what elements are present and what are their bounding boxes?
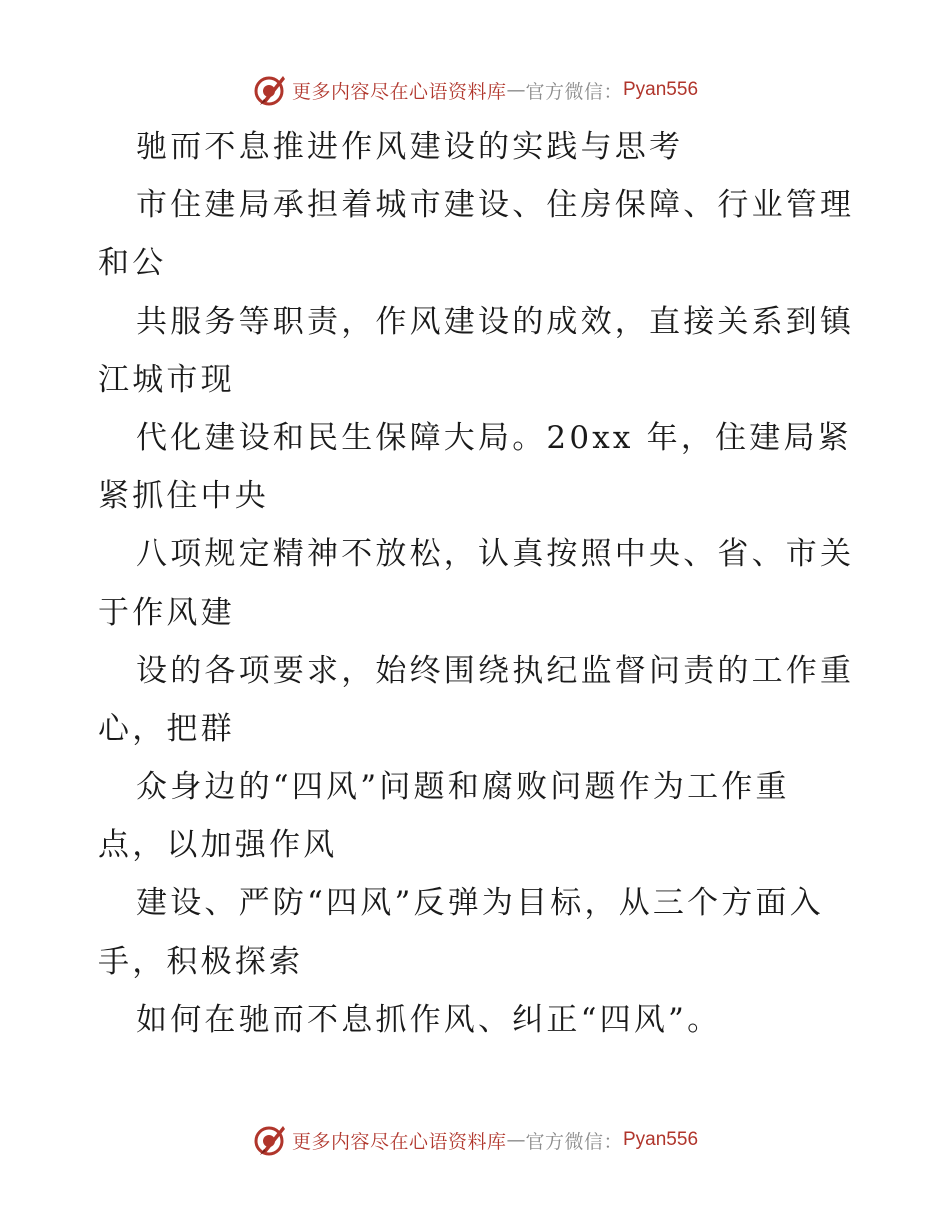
watermark-dash: — [506,79,526,101]
watermark-contact-label: 官方微信： [525,1130,623,1153]
body-line: 如何在驰而不息抓作风、纠正“四风”。 [136,1001,722,1038]
body-line: 代化建设和民生保障大局。20xx 年，住建局紧 [136,419,852,456]
body-line: 市住建局承担着城市建设、住房保障、行业管理 [136,187,855,224]
body-line: 江城市现 [98,361,235,398]
footer-watermark [0,1120,950,1160]
body-line: 点，以加强作风 [98,827,338,864]
document-body [98,118,858,1049]
watermark-site-text: 更多内容尽在心语资料库 [291,80,507,103]
watermark-contact-id: Pyan556 [623,79,699,100]
body-line: 设的各项要求，始终围绕执纪监督问责的工作重 [136,652,855,689]
watermark-dash: — [506,1129,526,1151]
body-line: 紧抓住中央 [98,478,269,515]
body-line: 建设、严防“四风”反弹为目标，从三个方面入 [136,885,824,922]
body-line: 众身边的“四风”问题和腐败问题作为工作重 [136,769,790,806]
body-line: 八项规定精神不放松，认真按照中央、省、市关 [136,536,855,573]
watermark-contact-id: Pyan556 [623,1129,699,1150]
quill-logo-icon [252,72,288,108]
watermark-contact-label: 官方微信： [525,80,623,103]
body-line: 手，积极探索 [98,943,304,980]
watermark-site-text: 更多内容尽在心语资料库 [291,1130,507,1153]
body-line: 和公 [98,245,167,282]
header-watermark [0,70,950,110]
body-line: 心，把群 [98,710,235,747]
document-title: 驰而不息推进作风建设的实践与思考 [136,129,684,165]
body-line: 共服务等职责，作风建设的成效，直接关系到镇 [136,303,855,340]
quill-logo-icon [252,1122,288,1158]
body-line: 于作风建 [98,594,235,631]
